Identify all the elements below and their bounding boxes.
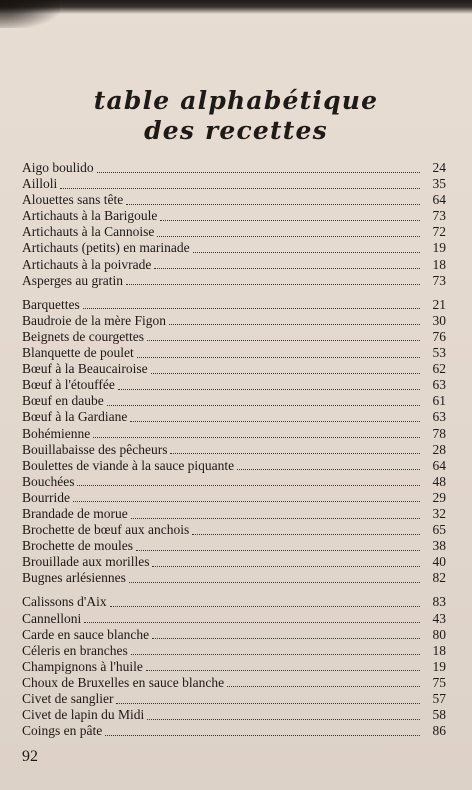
index-entry [22,192,446,208]
recipe-name: Bœuf à la Gardiane [22,409,128,425]
dot-leader [130,421,420,422]
recipe-name: Brandade de morue [22,505,128,521]
page-number: 92 [22,748,38,765]
recipe-name: Bœuf en daube [22,393,104,409]
recipe-name: Barquettes [22,296,80,312]
index-group [22,297,446,587]
recipe-page-number: 32 [432,505,446,521]
dot-leader [170,453,420,454]
index-entry [22,522,446,538]
index-entry [22,490,446,506]
dot-leader [169,324,420,325]
recipe-name: Bourride [22,489,70,505]
recipe-name: Brochette de bœuf aux anchois [22,522,190,538]
index-entry [22,458,446,474]
index-entry [22,474,446,490]
dot-leader [83,308,420,309]
dot-leader [227,686,420,687]
dot-leader [152,566,420,567]
recipe-page-number: 76 [432,328,446,344]
recipe-page-number: 64 [432,457,446,473]
recipe-page-number: 53 [432,345,446,361]
index-entry [22,659,446,675]
recipe-name: Artichauts à la Barigoule [22,208,158,224]
recipe-name: Artichauts à la poivrade [22,256,152,272]
dot-leader [154,268,420,269]
recipe-page-number: 48 [432,473,446,489]
recipe-page-number: 21 [432,296,446,312]
recipe-page-number: 30 [432,312,446,328]
dot-leader [126,204,420,205]
index-entry [22,377,446,393]
recipe-name: Champignons à l'huile [22,658,143,674]
dot-leader [237,469,420,470]
index-entry [22,707,446,723]
index-entry [22,273,446,289]
index-entry [22,160,446,176]
dot-leader [118,389,420,390]
recipe-name: Blanquette de poulet [22,345,134,361]
dot-leader [136,550,420,551]
dot-leader [160,220,420,221]
dot-leader [84,622,420,623]
recipe-page-number: 58 [432,707,446,723]
index-entry [22,313,446,329]
dot-leader [152,638,420,639]
dot-leader [147,719,420,720]
index-entry [22,345,446,361]
index-entry [22,594,446,610]
recipe-page-number: 19 [432,658,446,674]
recipe-page-number: 29 [432,489,446,505]
corner-shadow [0,0,60,28]
recipe-name: Brouillade aux morilles [22,554,150,570]
recipe-name: Boulettes de viande à la sauce piquante [22,457,235,473]
recipe-page-number: 38 [432,538,446,554]
dot-leader [77,485,420,486]
recipe-page-number: 19 [432,240,446,256]
dot-leader [116,703,420,704]
dot-leader [146,670,420,671]
dot-leader [97,172,420,173]
recipe-page-number: 28 [432,441,446,457]
index-entry [22,393,446,409]
recipe-page-number: 24 [432,160,446,175]
recipe-name: Bohémienne [22,425,91,441]
recipe-name: Brochette de moules [22,538,133,554]
index-entry [22,208,446,224]
recipe-page-number: 18 [432,642,446,658]
title-line-1: table alphabétique [93,86,379,115]
dot-leader [110,606,420,607]
recipe-page-number: 86 [432,723,446,739]
recipe-page-number: 63 [432,409,446,425]
index-entry [22,176,446,192]
dot-leader [131,518,420,519]
index-entry [22,409,446,425]
recipe-page-number: 64 [432,192,446,208]
recipe-name: Carde en sauce blanche [22,626,150,642]
recipe-page-number: 35 [432,176,446,192]
recipe-name: Cannelloni [22,610,82,626]
index-entry [22,554,446,570]
recipe-page-number: 40 [432,554,446,570]
dot-leader [105,735,420,736]
recipe-page-number: 73 [432,208,446,224]
dot-leader [147,340,420,341]
dot-leader [151,373,420,374]
recipe-name: Artichauts à la Cannoise [22,224,155,240]
recipe-name: Choux de Bruxelles en sauce blanche [22,674,225,690]
recipe-page-number: 63 [432,377,446,393]
recipe-name: Céleris en branches [22,642,128,658]
recipe-page-number: 65 [432,522,446,538]
recipe-name: Asperges au gratin [22,272,123,288]
index-entry [22,442,446,458]
recipe-page-number: 73 [432,272,446,288]
recipe-page-number: 83 [432,594,446,610]
recipe-page-number: 43 [432,610,446,626]
index-entry [22,361,446,377]
recipe-name: Ailloli [22,176,58,192]
recipe-page-number: 82 [432,570,446,586]
index-group [22,160,446,289]
dot-leader [126,284,420,285]
recipe-page-number: 80 [432,626,446,642]
index-entry [22,329,446,345]
recipe-name: Baudroie de la mère Figon [22,312,166,328]
dot-leader [193,252,420,253]
dot-leader [129,582,420,583]
recipe-page-number: 57 [432,691,446,706]
recipe-name: Bouchées [22,473,75,489]
index-entry [22,538,446,554]
index-entry [22,570,446,586]
dot-leader [157,236,420,237]
index-entry [22,426,446,442]
page-edge-shadow [0,0,472,14]
index-entry [22,240,446,256]
recipe-name: Bouillabaisse des pêcheurs [22,441,168,457]
dot-leader [192,534,420,535]
index-entry [22,675,446,691]
dot-leader [131,654,420,655]
recipe-name: Aigo boulido [22,160,94,175]
recipe-page-number: 61 [432,393,446,409]
index-entry [22,506,446,522]
recipe-name: Bœuf à la Beaucairoise [22,361,148,377]
index-entry [22,723,446,739]
dot-leader [60,188,420,189]
recipe-page-number: 72 [432,224,446,240]
index-entry [22,611,446,627]
page-title [0,86,472,146]
dot-leader [107,405,420,406]
recipe-page-number: 62 [432,361,446,377]
index-entry [22,691,446,707]
recipe-name: Civet de lapin du Midi [22,707,145,723]
recipe-page-number: 75 [432,674,446,690]
recipe-name: Coings en pâte [22,723,103,739]
recipe-index [22,160,446,747]
dot-leader [73,501,420,502]
dot-leader [93,437,420,438]
recipe-name: Artichauts (petits) en marinade [22,240,190,256]
recipe-name: Calissons d'Aix [22,594,107,610]
index-group [22,594,446,739]
index-entry [22,627,446,643]
recipe-name: Civet de sanglier [22,691,114,706]
recipe-page-number: 78 [432,425,446,441]
index-entry [22,257,446,273]
recipe-name: Beignets de courgettes [22,328,144,344]
recipe-name: Bœuf à l'étouffée [22,377,115,393]
index-entry [22,224,446,240]
recipe-page-number: 18 [432,256,446,272]
index-entry [22,297,446,313]
title-line-2: des recettes [144,116,328,145]
recipe-name: Bugnes arlésiennes [22,570,126,586]
recipe-name: Alouettes sans tête [22,192,124,208]
dot-leader [137,357,420,358]
index-entry [22,643,446,659]
